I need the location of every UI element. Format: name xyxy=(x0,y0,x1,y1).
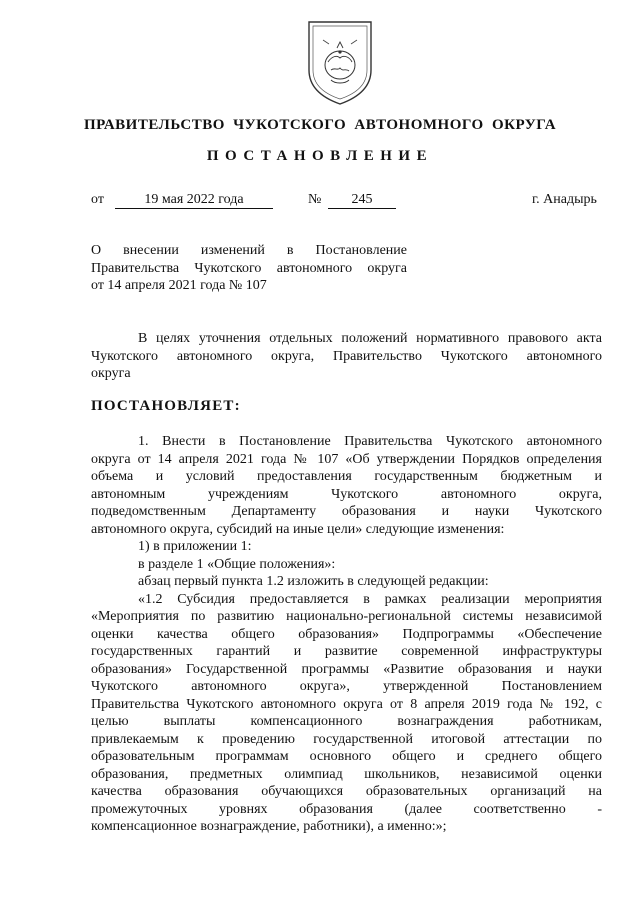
document-subject xyxy=(91,242,407,295)
preamble-line: Чукотского автономного округа, Правительство Чукотского автономного xyxy=(91,348,602,364)
quote-line: образования» Государственной программы «Развитие образования и науки xyxy=(91,661,602,677)
subject-line: Правительства Чукотского автономного округа xyxy=(91,260,407,276)
number-label: № xyxy=(308,192,322,207)
document-city: г. Анадырь xyxy=(532,192,597,207)
body-line: автономного округа, субсидий на иные цели» следующие изменения: xyxy=(91,521,505,537)
date-prefix: от xyxy=(91,192,104,207)
quote-line: «1.2 Субсидия предоставляется в рамках реализации мероприятия xyxy=(138,591,602,607)
body-line: абзац первый пункта 1.2 изложить в следующей редакции: xyxy=(138,574,489,589)
quote-line: привлекаемым к проведению государственной итоговой аттестации по xyxy=(91,731,602,747)
quote-line: «Мероприятия по развитию национально-региональной системы независимой xyxy=(91,609,602,624)
body-line: подведомственным Департаменту образования и науки Чукотского xyxy=(91,504,602,519)
quote-line: Чукотского автономного округа», утвержденной Постановлением xyxy=(91,679,602,694)
body-line: объема и условий предоставления государственным бюджетным и xyxy=(91,469,602,484)
preamble-line: округа xyxy=(91,366,131,381)
government-name: ПРАВИТЕЛЬСТВО ЧУКОТСКОГО АВТОНОМНОГО ОКРУГА xyxy=(83,117,557,133)
item-1-paragraph xyxy=(91,433,602,836)
quote-line: компенсационное вознаграждение, работники), а именно:»; xyxy=(91,819,447,834)
subject-line: О внесении изменений в Постановление xyxy=(91,243,407,258)
quote-line: оценки качества общего образования» Подпрограммы «Обеспечение xyxy=(91,626,602,642)
decree-heading: ПОСТАНОВЛЯЕТ: xyxy=(91,398,241,414)
document-date: 19 мая 2022 года xyxy=(115,191,273,209)
subject-line: от 14 апреля 2021 года № 107 xyxy=(91,278,267,293)
body-line: 1) в приложении 1: xyxy=(138,539,252,554)
preamble-paragraph xyxy=(91,330,602,383)
quote-line: государственных гарантий и развитие современной инфраструктуры xyxy=(91,644,602,659)
body-line: 1. Внести в Постановление Правительства Чукотского автономного xyxy=(138,434,602,449)
body-line: округа от 14 апреля 2021 года № 107 «Об утверждении Порядков определения xyxy=(91,451,602,467)
document-number: 245 xyxy=(328,191,396,209)
coat-of-arms-emblem xyxy=(301,18,379,108)
body-line: автономным учреждениям Чукотского автономного округа, xyxy=(91,486,602,502)
quote-line: образования, предметных олимпиад школьников, независимой оценки xyxy=(91,766,602,782)
quote-line: качества образования обучающихся образовательных организаций на xyxy=(91,784,602,799)
quote-line: Правительства Чукотского автономного округа от 8 апреля 2019 года № 192, с xyxy=(91,696,602,712)
document-type: ПОСТАНОВЛЕНИЕ xyxy=(206,148,434,164)
quote-line: образовательным программам основного общего и среднего общего xyxy=(91,749,602,764)
quote-line: целью выплаты компенсационного вознаграждения работникам, xyxy=(91,714,602,729)
quote-line: промежуточных уровнях образования (далее соответственно - xyxy=(91,801,602,817)
preamble-line: В целях уточнения отдельных положений нормативного правового акта xyxy=(138,331,602,346)
body-line: в разделе 1 «Общие положения»: xyxy=(138,556,336,572)
